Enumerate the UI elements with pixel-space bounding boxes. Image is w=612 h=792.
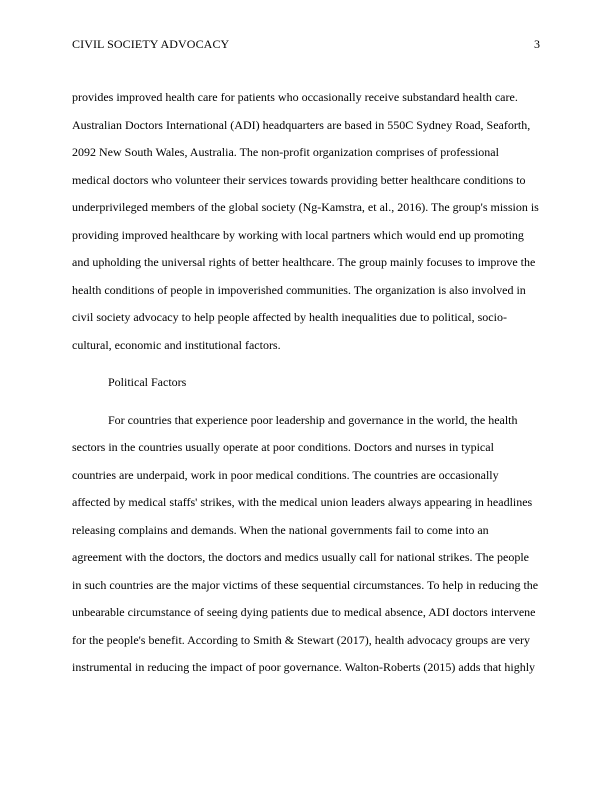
text-line: For countries that experience poor leadership and governance in the world, the health: [108, 412, 518, 427]
text-line: civil society advocacy to help people affected by health inequalities due to political, socio-: [72, 310, 507, 324]
text-line: providing improved healthcare by working with local partners which would end up promoting: [72, 227, 524, 242]
document-body: [72, 84, 540, 682]
text-line: releasing complains and demands. When the national governments fail to come into an: [72, 522, 489, 537]
text-line: unbearable circumstance of seeing dying patients due to medical absence, ADI doctors intervene: [72, 605, 536, 619]
text-line: agreement with the doctors, the doctors and medics usually call for national strikes. The people: [72, 550, 529, 564]
paragraph-political-factors: [72, 407, 540, 682]
text-line: instrumental in reducing the impact of poor governance. Walton-Roberts (2015) adds that highly: [72, 660, 536, 674]
text-line: underprivileged members of the global society (Ng-Kamstra, et al., 2016). The group's mission is: [72, 200, 539, 214]
text-line: Australian Doctors International (ADI) headquarters are based in 550C Sydney Road, Seaforth,: [72, 117, 531, 132]
text-line: 2092 New South Wales, Australia. The non-profit organization comprises of professional: [72, 145, 499, 159]
running-head: CIVIL SOCIETY ADVOCACY: [72, 37, 230, 51]
text-line: in such countries are the major victims of these sequential circumstances. To help in reducing the: [72, 577, 539, 592]
text-line: sectors in the countries usually operate at poor conditions. Doctors and nurses in typical: [72, 440, 494, 454]
text-line: health conditions of people in impoverished communities. The organization is also involved in: [72, 282, 526, 297]
text-line: provides improved health care for patients who occasionally receive substandard health care.: [72, 90, 518, 104]
text-line: cultural, economic and institutional factors.: [72, 337, 281, 352]
page-header: [72, 36, 540, 52]
paragraph-organization-intro: [72, 84, 540, 359]
text-line: for the people's benefit. According to Smith & Stewart (2017), health advocacy groups are very: [72, 632, 531, 647]
page-number: 3: [534, 37, 540, 51]
text-line: countries are underpaid, work in poor medical conditions. The countries are occasionally: [72, 467, 499, 482]
text-line: affected by medical staffs' strikes, with the medical union leaders always appearing in headlines: [72, 495, 533, 509]
section-heading: Political Factors: [108, 375, 187, 389]
text-line: and upholding the universal rights of better healthcare. The group mainly focuses to improve the: [72, 255, 536, 269]
text-line: medical doctors who volunteer their services towards providing better healthcare conditions to: [72, 172, 526, 187]
